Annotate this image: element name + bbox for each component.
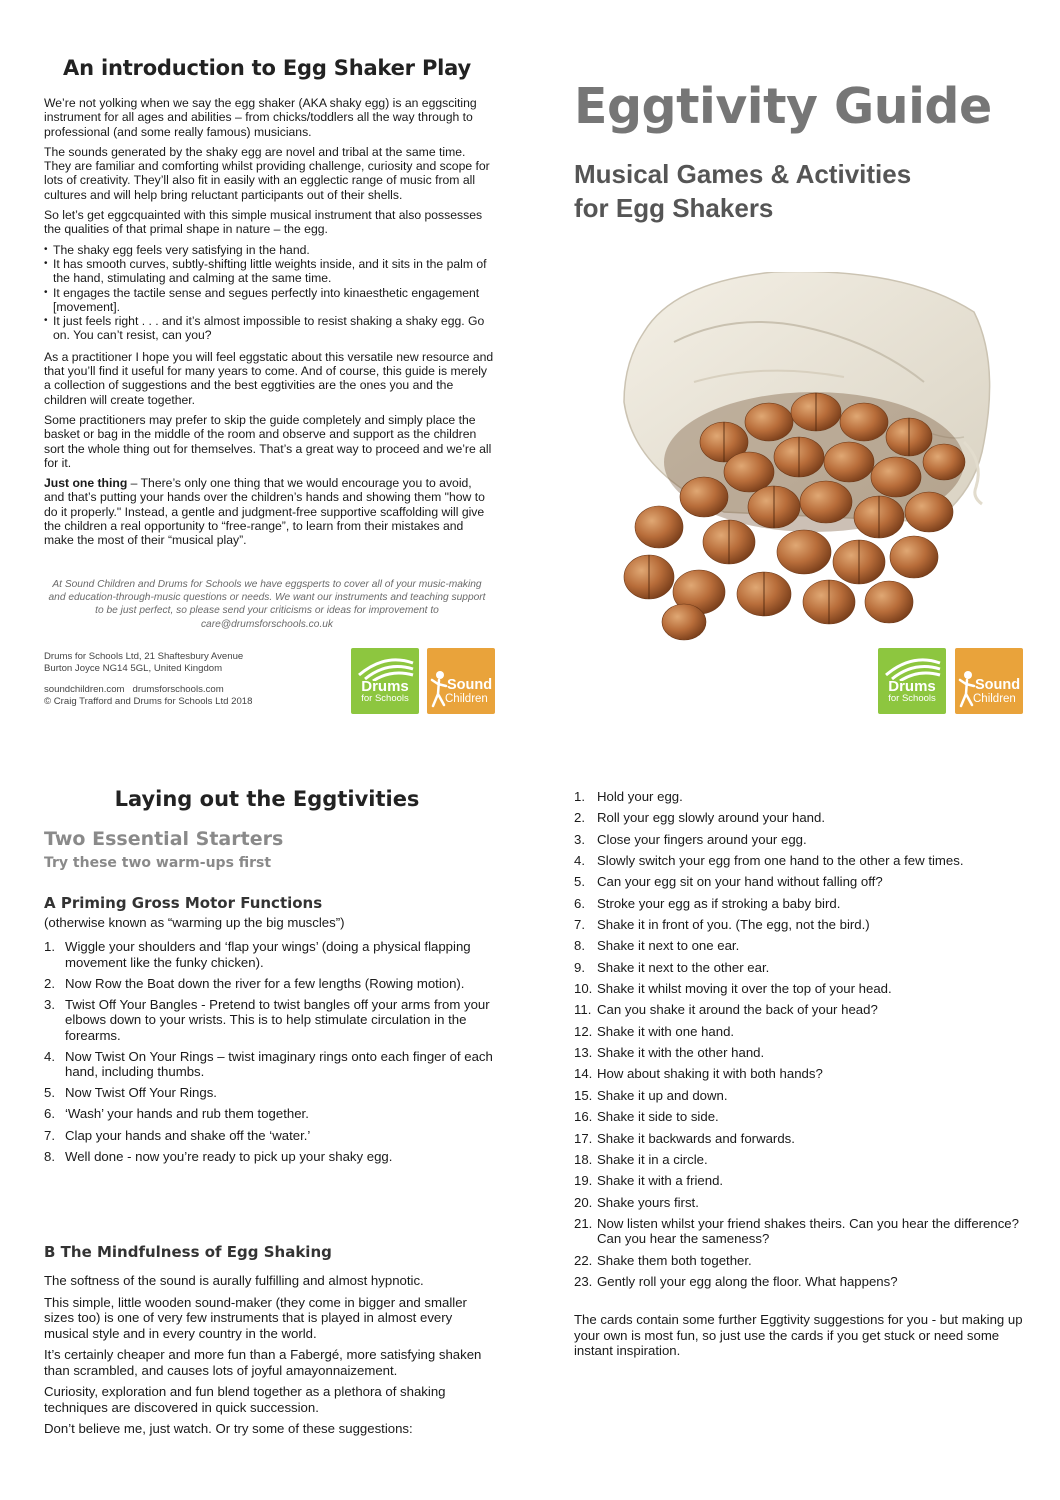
part-b-heading: B The Mindfulness of Egg Shaking <box>44 1243 332 1261</box>
logo-text: Children <box>973 693 1016 705</box>
paragraph: It’s certainly cheaper and more fun than a Fabergé, more satisfying shaken than scrambled, and causes lots of joyful amayonnaizement. <box>44 1347 482 1378</box>
logo-text: Drums <box>888 678 936 695</box>
list-item: 5. Can your egg sit on your hand without falling off? <box>574 874 883 890</box>
list-item: • It just feels right . . . and it’s almost impossible to resist shaking a shaky egg. Go on. You can’t resist, can you? <box>44 314 494 343</box>
part-a-heading: A Priming Gross Motor Functions <box>44 894 323 912</box>
just-one-thing-label: Just one thing <box>44 476 128 491</box>
paragraph: Don’t believe me, just watch. Or try some of these suggestions: <box>44 1421 413 1436</box>
intro-paragraph <box>44 476 494 547</box>
list-item: 11. Can you shake it around the back of your head? <box>574 1002 878 1018</box>
paragraph: The softness of the sound is aurally fulfilling and almost hypnotic. <box>44 1273 424 1288</box>
list-item: 8. Shake it next to one ear. <box>574 938 740 954</box>
list-item: 4. Now Twist On Your Rings – twist imaginary rings onto each finger of each hand, including thumbs. <box>44 1048 493 1080</box>
footer <box>44 651 344 717</box>
list-item: • It engages the tactile sense and segues perfectly into kinaesthetic engagement [movement]. <box>44 286 494 315</box>
paragraph: Curiosity, exploration and fun blend together as a plethora of shaking techniques are discovered in quick succession. <box>44 1384 446 1415</box>
list-item: 3. Close your fingers around your egg. <box>574 831 807 847</box>
sound-waves-icon <box>355 651 415 681</box>
part-b-text <box>44 1273 494 1443</box>
egg-shaker-bag-photo <box>604 272 1024 642</box>
list-item: 8. Well done - now you’re ready to pick up your shaky egg. <box>44 1148 393 1164</box>
list-item: 5. Now Twist Off Your Rings. <box>44 1085 217 1101</box>
list-item: 7. Clap your hands and shake off the ‘water.’ <box>44 1127 311 1143</box>
list-item: 9. Shake it next to the other ear. <box>574 959 770 975</box>
list-item: 2. Roll your egg slowly around your hand. <box>574 810 825 826</box>
list-item: 3. Twist Off Your Bangles - Pretend to twist bangles off your arms from your elbows down to your wrists. This is to help stimulate circulation in the forearms. <box>44 996 490 1043</box>
intro-paragraph: The sounds generated by the shaky egg are novel and tribal at the same time. They are familiar and comforting whilst providing challenge, curiosity and scope for lots of creativity. They’ll also fit in easily with an egglectic range of music from all cultures and will help bring reluctant participants out of their shells. <box>44 144 490 202</box>
list-item: 2. Now Row the Boat down the river for a few lengths (Rowing motion). <box>44 975 465 991</box>
drums-for-schools-logo <box>878 648 946 714</box>
list-item: • The shaky egg feels very satisfying in the hand. <box>44 243 494 257</box>
sound-children-logo <box>955 648 1023 714</box>
list-item: • It has smooth curves, subtly-shifting little weights inside, and it sits in the palm of the hand, stimulating and calming at the same time. <box>44 257 494 286</box>
intro-paragraph: As a practitioner I hope you will feel eggstatic about this versatile new resource and that you’ll find it useful for many years to come. And of course, this guide is merely a collection of suggestions and the best eggtivities are the ones you and the children will create together. <box>44 349 494 407</box>
subtitle-line: for Egg Shakers <box>574 193 774 223</box>
list-item: 17. Shake it backwards and forwards. <box>574 1130 795 1146</box>
address-line: Drums for Schools Ltd, 21 Shaftesbury Avenue <box>44 651 244 662</box>
list-item: 20. Shake yours first. <box>574 1194 699 1210</box>
list-item: 12. Shake it with one hand. <box>574 1023 735 1039</box>
list-item: 13. Shake it with the other hand. <box>574 1045 765 1061</box>
copyright: © Craig Trafford and Drums for Schools Ltd 2018 <box>44 695 253 707</box>
drums-for-schools-logo <box>351 648 419 714</box>
list-item: 10. Shake it whilst moving it over the top of your head. <box>574 981 892 997</box>
list-item: 22. Shake them both together. <box>574 1252 752 1268</box>
logo-text: for Schools <box>888 693 936 704</box>
just-one-thing-text: – There’s only one thing that we would encourage you to avoid, and that’s putting your hands over the children’s hands and showing them "how to do it properly." Instead, a gentle and judgment-free supportive scaffolding will give the children a real opportunity to “free-range”, to learn from their mistakes and make the most of their “musical play”. <box>44 476 485 548</box>
list-item: 6. Stroke your egg as if stroking a baby bird. <box>574 895 841 911</box>
subheading: Two Essential Starters <box>44 828 284 850</box>
intro-paragraph: Some practitioners may prefer to skip the guide completely and simply place the basket or bag in the middle of the room and observe and support as the children sort the whole thing out for themselves. That’s a great way to proceed and we’re all for it. <box>44 412 492 470</box>
cover-title: Eggtivity Guide <box>574 78 992 135</box>
intro-heading: An introduction to Egg Shaker Play <box>63 56 471 80</box>
cards-note: The cards contain some further Eggtivity suggestions for you - but making up your own is most fun, so just use the cards if you get stuck or need some instant inspiration. <box>574 1312 1023 1358</box>
list-item: 16. Shake it side to side. <box>574 1109 719 1125</box>
logo-text: Sound <box>975 677 1021 693</box>
logo-text: Drums <box>361 678 409 695</box>
warmup-list <box>44 939 494 1170</box>
logo-text: Sound <box>447 677 493 693</box>
cover-subtitle <box>574 157 994 225</box>
suggestion-list <box>574 789 1044 1295</box>
care-note: At Sound Children and Drums for Schools we have eggsperts to cover all of your music-making and education-through-music questions or needs. We want our instruments and teaching support to be just perfect, so please send your criticisms or ideas for improvement to care@drumsforschools.co.uk <box>48 579 486 630</box>
list-item: 6. ‘Wash’ your hands and rub them together. <box>44 1106 309 1122</box>
list-item: 21. Now listen whilst your friend shakes theirs. Can you hear the difference? Can you hear the sameness? <box>574 1215 1019 1247</box>
subtitle-line: Musical Games & Activities <box>574 159 912 189</box>
sound-children-logo <box>427 648 495 714</box>
list-item: 1. Hold your egg. <box>574 789 683 804</box>
list-item: 4. Slowly switch your egg from one hand to the other a few times. <box>574 853 964 869</box>
list-item: 19. Shake it with a friend. <box>574 1173 724 1189</box>
intro-text <box>44 96 494 554</box>
paragraph: This simple, little wooden sound-maker (they come in bigger and smaller sizes too) is one of very few instruments that is played in almost every musical style and in every country in the world. <box>44 1294 467 1341</box>
websites: soundchildren.com drumsforschools.com <box>44 684 224 696</box>
list-item: 23. Gently roll your egg along the floor. What happens? <box>574 1274 898 1290</box>
intro-paragraph: We’re not yolking when we say the egg shaker (AKA shaky egg) is an eggsciting instrument for all ages and abilities – from chicks/toddlers all the way through to professional (and some really famous) musicians. <box>44 96 477 139</box>
logo-text: Children <box>445 693 488 705</box>
intro-paragraph: So let’s get eggcquainted with this simple musical instrument that also possesses the qualities of that primal shape in nature – the egg. <box>44 208 483 237</box>
list-item: 15. Shake it up and down. <box>574 1087 728 1103</box>
list-item: 1. Wiggle your shoulders and ‘flap your wings’ (doing a physical flapping movement like the funky chicken). <box>44 939 471 970</box>
list-item: 18. Shake it in a circle. <box>574 1151 708 1167</box>
address-line: Burton Joyce NG14 5GL, United Kingdom <box>44 662 223 674</box>
list-item: 7. Shake it in front of you. (The egg, not the bird.) <box>574 917 870 933</box>
logo-text: for Schools <box>361 693 409 704</box>
part-a-note: (otherwise known as “warming up the big muscles”) <box>44 915 345 930</box>
sound-waves-icon <box>882 651 942 681</box>
section-heading: Laying out the Eggtivities <box>114 787 420 811</box>
intro-bullet-list <box>44 243 494 343</box>
list-item: 14. How about shaking it with both hands? <box>574 1066 823 1082</box>
tagline: Try these two warm-ups first <box>44 855 272 871</box>
